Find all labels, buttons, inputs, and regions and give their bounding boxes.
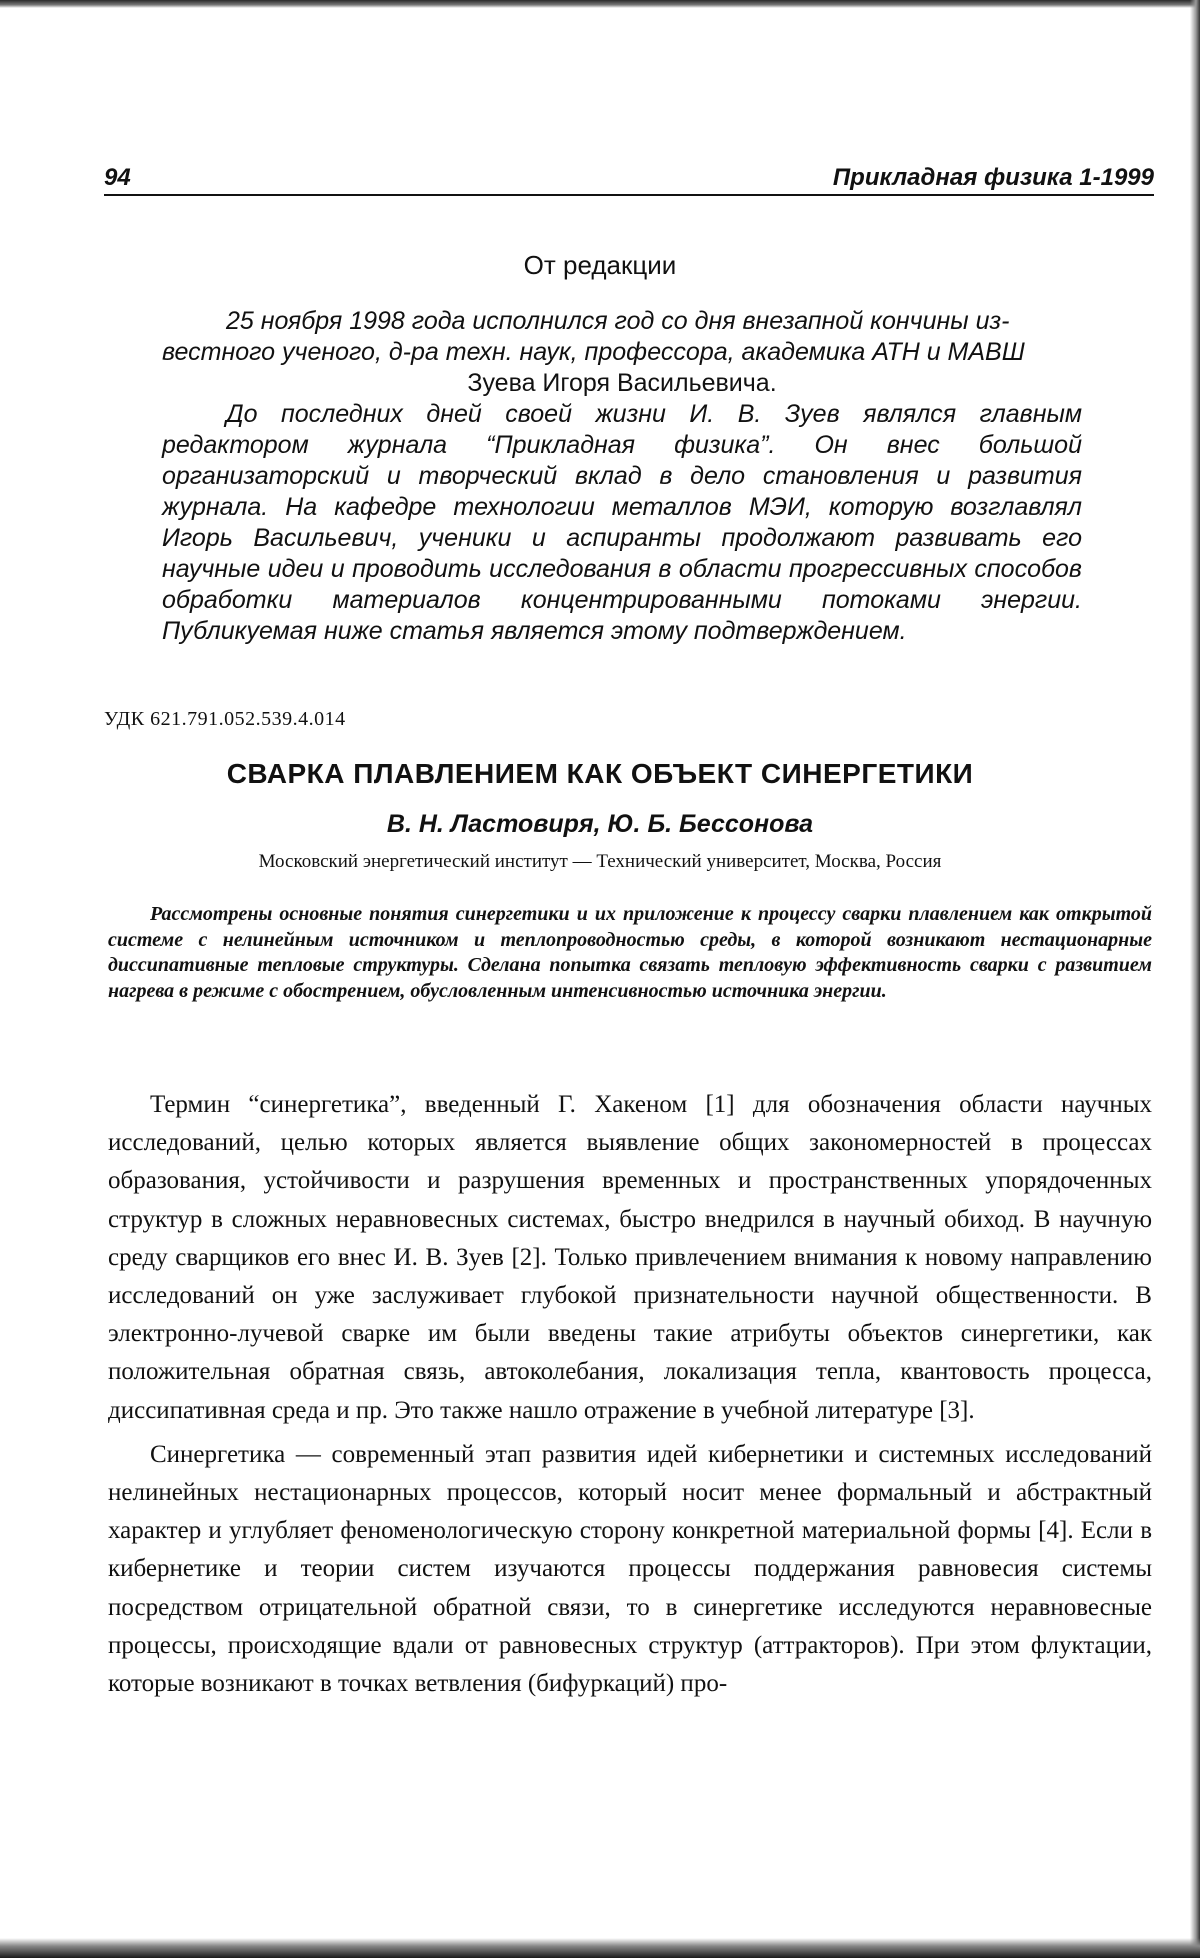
editorial-title: От редакции bbox=[523, 250, 677, 280]
scan-edge-top bbox=[0, 0, 1200, 8]
article-authors: В. Н. Ластовиря, Ю. Б. Бессонова bbox=[386, 810, 814, 838]
editorial-paragraph-2: До последних дней своей жизни И. В. Зуев являлся главным редактором журнала “Прикладная физика”. Он внес большой организаторский и творческий вклад в дело становления и развития журнала. На кафедре технологии металлов МЭИ, которую возглавлял Игорь Васильевич, ученики и аспиранты продолжают развивать его научные идеи и проводить исследования в области прогрессивных способов обработки материалов концентрированными потоками энергии. Публикуемая ниже статья является этому подтверждением. bbox=[162, 400, 1082, 645]
editorial-line-2: вестного ученого, д-ра техн. наук, профессора, академика АТН и МАВШ bbox=[162, 338, 1025, 366]
editorial-honoree-name: Зуева Игоря Васильевича. bbox=[467, 369, 777, 397]
scan-edge-bottom bbox=[0, 1938, 1200, 1958]
article-abstract: Рассмотрены основные понятия синергетики и их приложение к процессу сварки плавлением как открытой системе с нелинейным источником и теплопроводностью среды, в которой возникают нестационарные диссипативные тепловые структуры. Сделана попытка связать тепловую эффективность сварки с развитием нагрева в режиме с обострением, обусловленным интенсивностью источника энергии. bbox=[108, 903, 1152, 1002]
editorial-note bbox=[162, 306, 1082, 647]
author-affiliation: Московский энергетический институт — Технический университет, Москва, Россия bbox=[258, 851, 942, 872]
article-title: СВАРКА ПЛАВЛЕНИЕМ КАК ОБЪЕКТ СИНЕРГЕТИКИ bbox=[226, 758, 974, 789]
editorial-line-1: 25 ноября 1998 года исполнился год со дня внезапной кончины из- bbox=[226, 307, 1010, 335]
body-paragraph-1: Термин “синергетика”, введенный Г. Хакеном [1] для обозначения области научных исследований, целью которых является выявление общих закономерностей в процессах образования, устойчивости и разрушения временных и пространственных упорядоченных структур в сложных неравновесных системах, быстро внедрился в научный обиход. В научную среду сварщиков его внес И. В. Зуев [2]. Только привлечением внимания к новому направлению исследований он уже заслуживает глубокой признательности научной общественности. В электронно-лучевой сварке им были введены такие атрибуты объектов синергетики, как положительная обратная связь, автоколебания, локализация тепла, квантовость процесса, диссипативная среда и пр. Это также нашло отражение в учебной литературе [3]. bbox=[108, 1091, 1152, 1424]
page-number: 94 bbox=[104, 164, 131, 191]
header-rule bbox=[104, 194, 1154, 196]
udk-code: УДК 621.791.052.539.4.014 bbox=[104, 708, 346, 730]
running-header bbox=[104, 160, 1154, 196]
article-body bbox=[108, 1086, 1152, 1709]
journal-name: Прикладная физика 1-1999 bbox=[832, 164, 1154, 191]
scan-edge-right bbox=[1190, 0, 1200, 1958]
body-paragraph-2: Синергетика — современный этап развития идей кибернетики и системных исследований нелинейных нестационарных процессов, который носит менее формальный и абстрактный характер и углубляет феноменологическую сторону конкретной материальной формы [4]. Если в кибернетике и теории систем изучаются процессы поддержания равновесия системы посредством отрицательной обратной связи, то в синергетике исследуются неравновесные процессы, происходящие вдали от равновесных структур (аттракторов). При этом флуктации, которые возникают в точках ветвления (бифуркаций) про- bbox=[108, 1440, 1152, 1698]
